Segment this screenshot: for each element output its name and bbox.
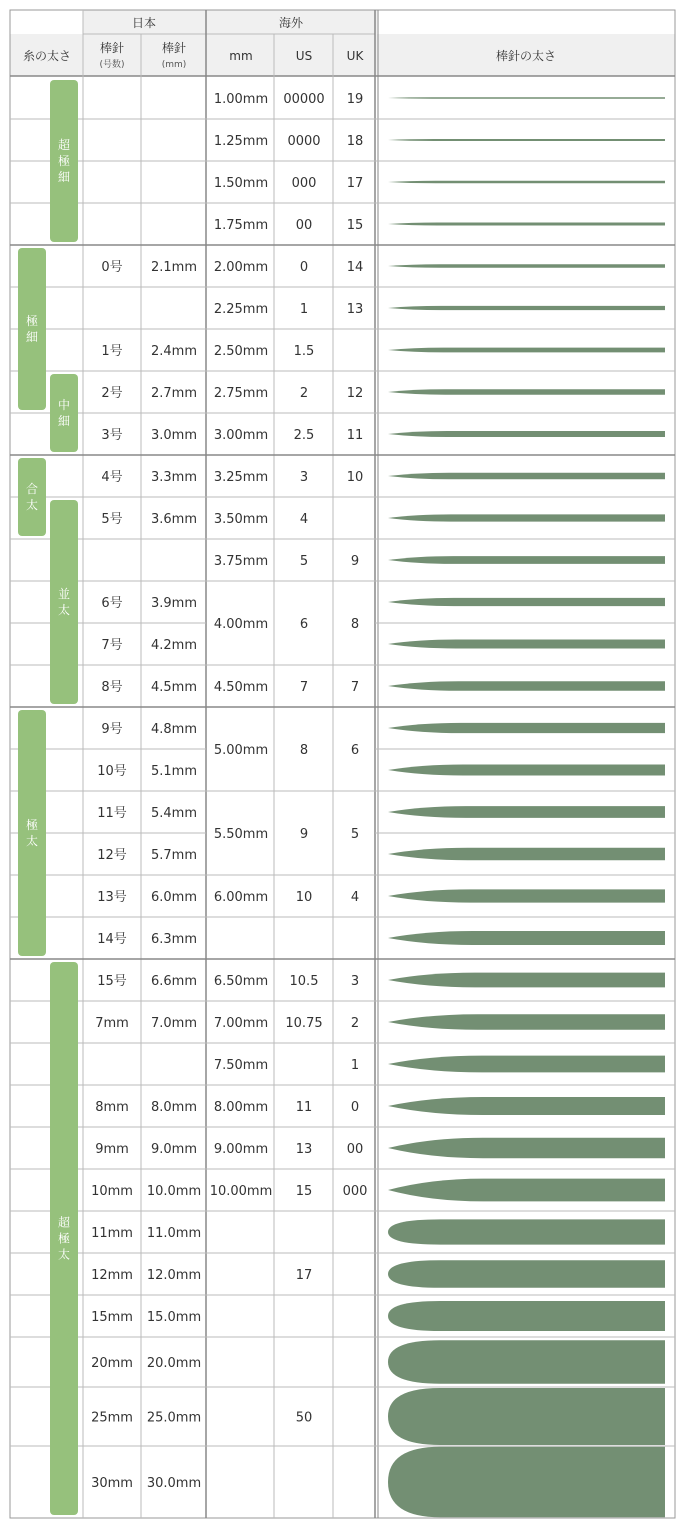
table-row [101, 680, 359, 695]
cell-mm: 8.00mm [213, 1100, 269, 1115]
cell-jp-mm: 3.0mm [150, 428, 198, 443]
table-row [214, 302, 363, 317]
needle-shape [388, 1340, 665, 1384]
cell-us: 9 [299, 827, 309, 842]
needle-shape [388, 139, 665, 141]
cell-us: 8 [299, 743, 309, 758]
needle-shape [388, 723, 665, 733]
cell-us: 1.5 [293, 344, 315, 359]
cell-us: 10 [295, 890, 313, 905]
yarn-weight-category [50, 374, 78, 452]
needle-shape [388, 1447, 665, 1518]
yarn-weight-category [50, 500, 78, 704]
cell-jp-no: 5号 [101, 512, 123, 527]
cell-us: 10.75 [285, 1016, 323, 1031]
cell-jp-mm: 5.1mm [150, 764, 198, 779]
table-row [95, 1100, 359, 1115]
cell-mm: 10.00mm [209, 1184, 273, 1199]
cell-us: 50 [295, 1410, 313, 1426]
cell-uk: 18 [346, 134, 364, 149]
cell-mm: 1.00mm [213, 92, 269, 107]
category-label: 超極太 [57, 1215, 71, 1262]
cell-mm: 2.50mm [213, 344, 269, 359]
needle-shape [388, 806, 665, 818]
cell-jp-mm: 12.0mm [146, 1268, 202, 1283]
needle-illustrations [388, 97, 665, 1517]
needle-shape [388, 1014, 665, 1030]
cell-jp-no: 9mm [95, 1142, 129, 1157]
cell-us: 11 [295, 1100, 313, 1115]
cell-mm: 6.00mm [213, 890, 269, 905]
category-label: 極太 [25, 818, 39, 848]
cell-jp-mm: 15.0mm [146, 1310, 202, 1325]
category-bar [18, 248, 46, 410]
needle-shape [388, 181, 665, 184]
cell-mm: 4.50mm [213, 680, 269, 695]
cell-uk: 4 [350, 890, 360, 905]
cell-jp-mm: 5.4mm [150, 806, 198, 821]
cell-jp-no: 1号 [101, 344, 123, 359]
cell-uk: 10 [346, 470, 364, 485]
needle-shape [388, 431, 665, 437]
header-us: US [295, 49, 313, 63]
cell-mm: 2.00mm [213, 260, 269, 275]
needle-shape [388, 889, 665, 902]
cell-us: 10.5 [289, 974, 319, 989]
cell-jp-no: 0号 [101, 260, 123, 275]
cell-mm: 9.00mm [213, 1142, 269, 1157]
needle-shape [388, 306, 665, 310]
needle-shape [388, 222, 665, 225]
needle-shape [388, 640, 665, 649]
cell-mm: 3.25mm [213, 470, 269, 485]
cell-jp-mm: 4.2mm [150, 638, 198, 653]
header-needle-thickness: 棒針の太さ [495, 49, 557, 63]
needle-shape [388, 514, 665, 521]
cell-uk: 15 [346, 218, 364, 233]
cell-us: 00 [295, 218, 313, 233]
needle-shape [388, 1388, 665, 1445]
category-bar [50, 374, 78, 452]
cell-mm: 3.00mm [213, 428, 269, 443]
cell-jp-no: 25mm [91, 1410, 133, 1426]
table-row [214, 554, 359, 569]
table-row [97, 890, 359, 905]
cell-mm: 1.50mm [213, 176, 269, 191]
category-label: 中細 [57, 398, 71, 428]
cell-jp-no: 9号 [101, 722, 123, 737]
category-label: 超極細 [57, 138, 71, 184]
header-jp-mm-sub: (mm) [161, 60, 187, 70]
cell-jp-no: 6号 [101, 596, 123, 611]
needle-shape [388, 1097, 665, 1115]
needle-shape [388, 1056, 665, 1073]
yarn-weight-category [18, 458, 46, 536]
header-mm: mm [229, 49, 253, 63]
yarn-weight-category [18, 710, 46, 956]
cell-jp-mm: 5.7mm [150, 848, 198, 863]
cell-mm: 2.75mm [213, 386, 269, 401]
cell-jp-no: 4号 [101, 470, 123, 485]
table-row [214, 1058, 359, 1073]
cell-jp-no: 11mm [91, 1226, 133, 1241]
cell-jp-no: 13号 [97, 890, 127, 905]
cell-mm: 3.50mm [213, 512, 269, 527]
needle-shape [388, 556, 665, 564]
cell-jp-mm: 6.6mm [150, 974, 198, 989]
cell-us: 17 [295, 1268, 313, 1283]
cell-us: 13 [295, 1142, 313, 1157]
table-row [101, 722, 359, 758]
table-row [91, 1184, 367, 1199]
cell-uk: 13 [346, 302, 364, 317]
table-row [214, 218, 363, 233]
cell-jp-mm: 4.5mm [150, 680, 198, 695]
cell-jp-mm: 9.0mm [150, 1142, 198, 1157]
header-uk: UK [346, 49, 364, 63]
table-row [95, 1142, 363, 1157]
cell-us: 2.5 [293, 428, 315, 443]
cell-uk: 000 [342, 1184, 368, 1199]
table-row [214, 176, 363, 191]
cell-jp-no: 10mm [91, 1184, 133, 1199]
cell-mm: 3.75mm [213, 554, 269, 569]
cell-uk: 17 [346, 176, 364, 191]
cell-jp-no: 15号 [97, 974, 127, 989]
cell-jp-no: 15mm [91, 1310, 133, 1325]
cell-mm: 7.50mm [213, 1058, 269, 1073]
yarn-weight-category [18, 248, 46, 410]
table-row [101, 638, 197, 653]
table-row [95, 1016, 359, 1031]
cell-jp-mm: 2.1mm [150, 260, 198, 275]
needle-shape [388, 348, 665, 353]
cell-jp-no: 10号 [97, 764, 127, 779]
needle-shape [388, 973, 665, 988]
table-row [97, 806, 359, 842]
needle-shape [388, 848, 665, 860]
cell-us: 0 [299, 260, 309, 275]
needle-shape [388, 1138, 665, 1158]
header-jp-mm: 棒針 [161, 41, 187, 55]
cell-us: 3 [299, 470, 309, 485]
needle-shape [388, 764, 665, 775]
cell-jp-mm: 7.0mm [150, 1016, 198, 1031]
cell-mm: 7.00mm [213, 1016, 269, 1031]
cell-mm: 1.75mm [213, 218, 269, 233]
needle-shape [388, 598, 665, 606]
yarn-weight-categories [18, 80, 78, 1515]
cell-jp-mm: 3.6mm [150, 512, 198, 527]
cell-jp-no: 7mm [95, 1016, 129, 1031]
cell-us: 2 [299, 386, 309, 401]
needle-shape [388, 97, 665, 98]
category-bar [50, 500, 78, 704]
category-label: 極細 [25, 314, 39, 344]
category-bar [18, 458, 46, 536]
cell-mm: 1.25mm [213, 134, 269, 149]
category-label: 並太 [57, 587, 71, 617]
cell-uk: 2 [350, 1016, 360, 1031]
cell-mm: 5.00mm [213, 743, 269, 758]
table-row [91, 1411, 312, 1426]
needle-shape [388, 264, 665, 268]
header-jp-number-sub: (号数) [99, 60, 125, 70]
cell-uk: 19 [346, 92, 364, 107]
cell-jp-no: 12号 [97, 848, 127, 863]
needle-shape [388, 1219, 665, 1244]
cell-uk: 3 [350, 974, 360, 989]
yarn-weight-category [50, 80, 78, 242]
needle-shape [388, 1301, 665, 1331]
needle-shape [388, 1260, 665, 1288]
cell-jp-no: 3号 [101, 428, 123, 443]
table-row [97, 974, 359, 989]
cell-us: 0000 [287, 134, 321, 149]
needle-shape [388, 681, 665, 691]
cell-jp-no: 7号 [101, 638, 123, 653]
cell-uk: 11 [346, 428, 364, 443]
category-bar [18, 710, 46, 956]
cell-uk: 6 [350, 743, 360, 758]
needle-shape [388, 1179, 665, 1202]
cell-jp-no: 14号 [97, 932, 127, 947]
cell-jp-mm: 2.4mm [150, 344, 198, 359]
cell-us: 4 [299, 512, 309, 527]
cell-mm: 4.00mm [213, 617, 269, 632]
cell-jp-mm: 20.0mm [146, 1356, 202, 1371]
table-row [91, 1356, 201, 1371]
header-japan: 日本 [131, 16, 157, 30]
cell-jp-no: 2号 [101, 386, 123, 401]
cell-jp-mm: 11.0mm [146, 1226, 202, 1241]
cell-jp-no: 8mm [95, 1100, 129, 1115]
cell-uk: 0 [350, 1100, 360, 1115]
header-jp-number: 棒針 [99, 41, 125, 55]
yarn-weight-category [50, 962, 78, 1515]
cell-mm: 6.50mm [213, 974, 269, 989]
cell-jp-mm: 25.0mm [146, 1410, 202, 1426]
cell-jp-mm: 8.0mm [150, 1100, 198, 1115]
header-yarn-weight: 糸の太さ [22, 49, 72, 63]
table-header [10, 10, 675, 76]
category-label: 合太 [25, 482, 39, 512]
needle-shape [388, 389, 665, 394]
cell-uk: 8 [350, 617, 360, 632]
cell-jp-no: 30mm [91, 1476, 133, 1491]
cell-uk: 9 [350, 554, 360, 569]
table-row [97, 848, 197, 863]
needle-shape [388, 931, 665, 945]
header-overseas: 海外 [278, 16, 304, 30]
cell-jp-no: 11号 [97, 806, 127, 821]
cell-uk: 14 [346, 260, 364, 275]
cell-jp-mm: 4.8mm [150, 722, 198, 737]
header-corner-cell [10, 10, 83, 34]
cell-uk: 5 [350, 827, 360, 842]
cell-us: 00000 [283, 92, 325, 107]
table-row [97, 764, 197, 779]
table-row [91, 1476, 201, 1491]
cell-uk: 00 [346, 1142, 364, 1157]
cell-us: 1 [299, 302, 309, 317]
cell-mm: 2.25mm [213, 302, 269, 317]
cell-jp-mm: 6.3mm [150, 932, 198, 947]
header-visual-top-cell [377, 10, 675, 34]
cell-jp-mm: 2.7mm [150, 386, 198, 401]
cell-us: 000 [291, 176, 317, 191]
cell-jp-no: 20mm [91, 1356, 133, 1371]
table-row [214, 134, 363, 149]
cell-jp-no: 12mm [91, 1268, 133, 1283]
table-row [91, 1226, 201, 1241]
cell-mm: 5.50mm [213, 827, 269, 842]
cell-jp-mm: 3.3mm [150, 470, 198, 485]
table-row [101, 344, 314, 359]
table-row [97, 932, 197, 947]
cell-us: 5 [299, 554, 309, 569]
table-row [214, 92, 363, 107]
cell-uk: 1 [350, 1058, 360, 1073]
cell-jp-no: 8号 [101, 680, 123, 695]
cell-us: 15 [295, 1184, 313, 1199]
cell-uk: 12 [346, 386, 364, 401]
table-row [101, 596, 359, 632]
needle-shape [388, 473, 665, 480]
cell-us: 7 [299, 680, 309, 695]
cell-uk: 7 [350, 680, 360, 695]
cell-us: 6 [299, 617, 309, 632]
cell-jp-mm: 6.0mm [150, 890, 198, 905]
cell-jp-mm: 30.0mm [146, 1476, 202, 1491]
cell-jp-mm: 10.0mm [146, 1184, 202, 1199]
table-row [91, 1310, 201, 1325]
cell-jp-mm: 3.9mm [150, 596, 198, 611]
table-row [91, 1268, 312, 1283]
table-row [101, 512, 308, 527]
